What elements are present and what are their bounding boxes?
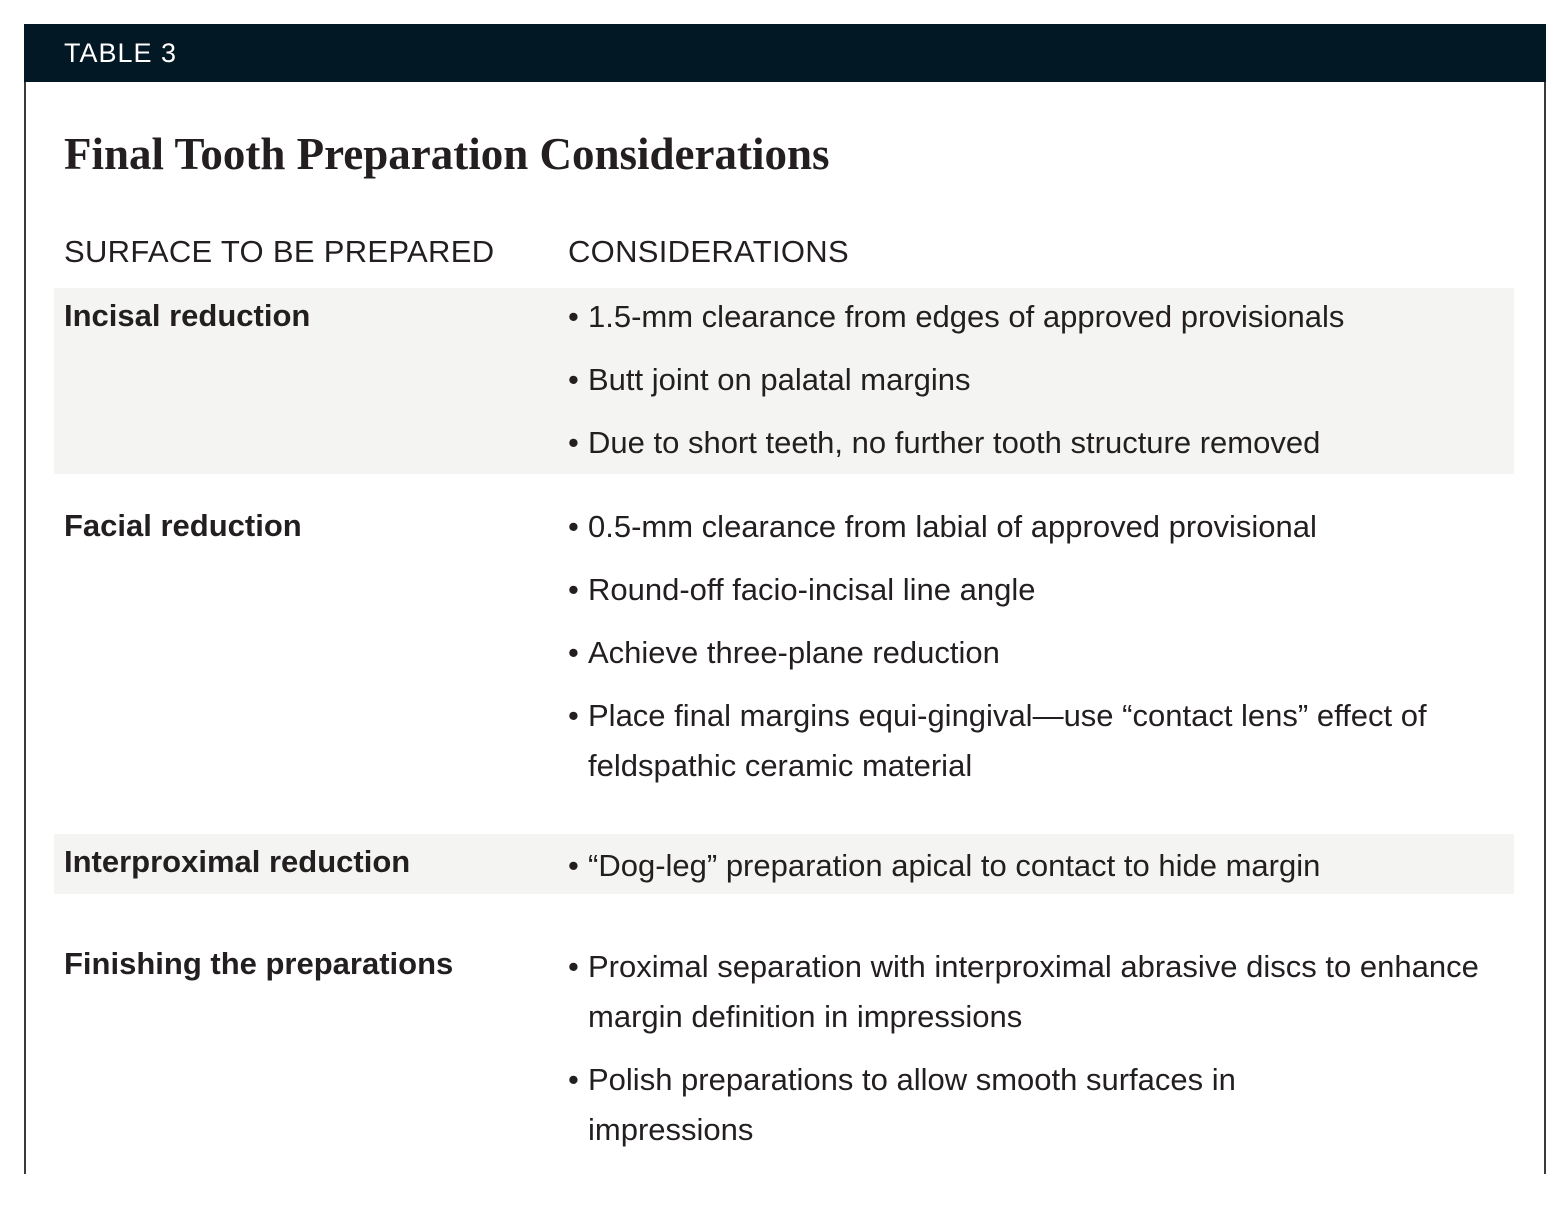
column-header-surface: SURFACE TO BE PREPARED	[64, 234, 495, 269]
list-item: • Polish preparations to allow smooth surfaces in impressions	[568, 1055, 1348, 1155]
bullet-icon: •	[568, 509, 579, 544]
table-number-label: TABLE 3	[64, 38, 178, 68]
list-item: • 0.5-mm clearance from labial of approved provisional	[568, 502, 1518, 552]
bullet-icon: •	[568, 848, 579, 883]
list-item: • Place final margins equi-gingival—use “contact lens” effect of feldspathic ceramic material	[568, 691, 1448, 791]
bullet-icon: •	[568, 299, 579, 334]
column-header-considerations: CONSIDERATIONS	[568, 234, 849, 269]
list-item: • Round-off facio-incisal line angle	[568, 565, 1518, 615]
row-label-facial: Facial reduction	[64, 508, 302, 543]
bullet-icon: •	[568, 635, 579, 670]
list-item: • Butt joint on palatal margins	[568, 355, 1518, 405]
list-item: • Proximal separation with interproximal abrasive discs to enhance margin definition in impressions	[568, 942, 1528, 1042]
bullet-icon: •	[568, 1062, 579, 1097]
row-label-interproximal: Interproximal reduction	[64, 844, 411, 879]
bullet-icon: •	[568, 572, 579, 607]
bullet-icon: •	[568, 698, 579, 733]
list-item: • 1.5-mm clearance from edges of approved provisionals	[568, 292, 1518, 342]
list-item: • Due to short teeth, no further tooth structure removed	[568, 418, 1518, 468]
list-item: • Achieve three-plane reduction	[568, 628, 1518, 678]
bullet-icon: •	[568, 362, 579, 397]
bullet-icon: •	[568, 949, 579, 984]
bullet-icon: •	[568, 425, 579, 460]
row-label-incisal: Incisal reduction	[64, 298, 311, 333]
table-header-bar	[24, 24, 1546, 82]
row-label-finishing: Finishing the preparations	[64, 946, 454, 981]
list-item: • “Dog-leg” preparation apical to contact to hide margin	[568, 841, 1518, 891]
table-title: Final Tooth Preparation Considerations	[64, 129, 830, 179]
